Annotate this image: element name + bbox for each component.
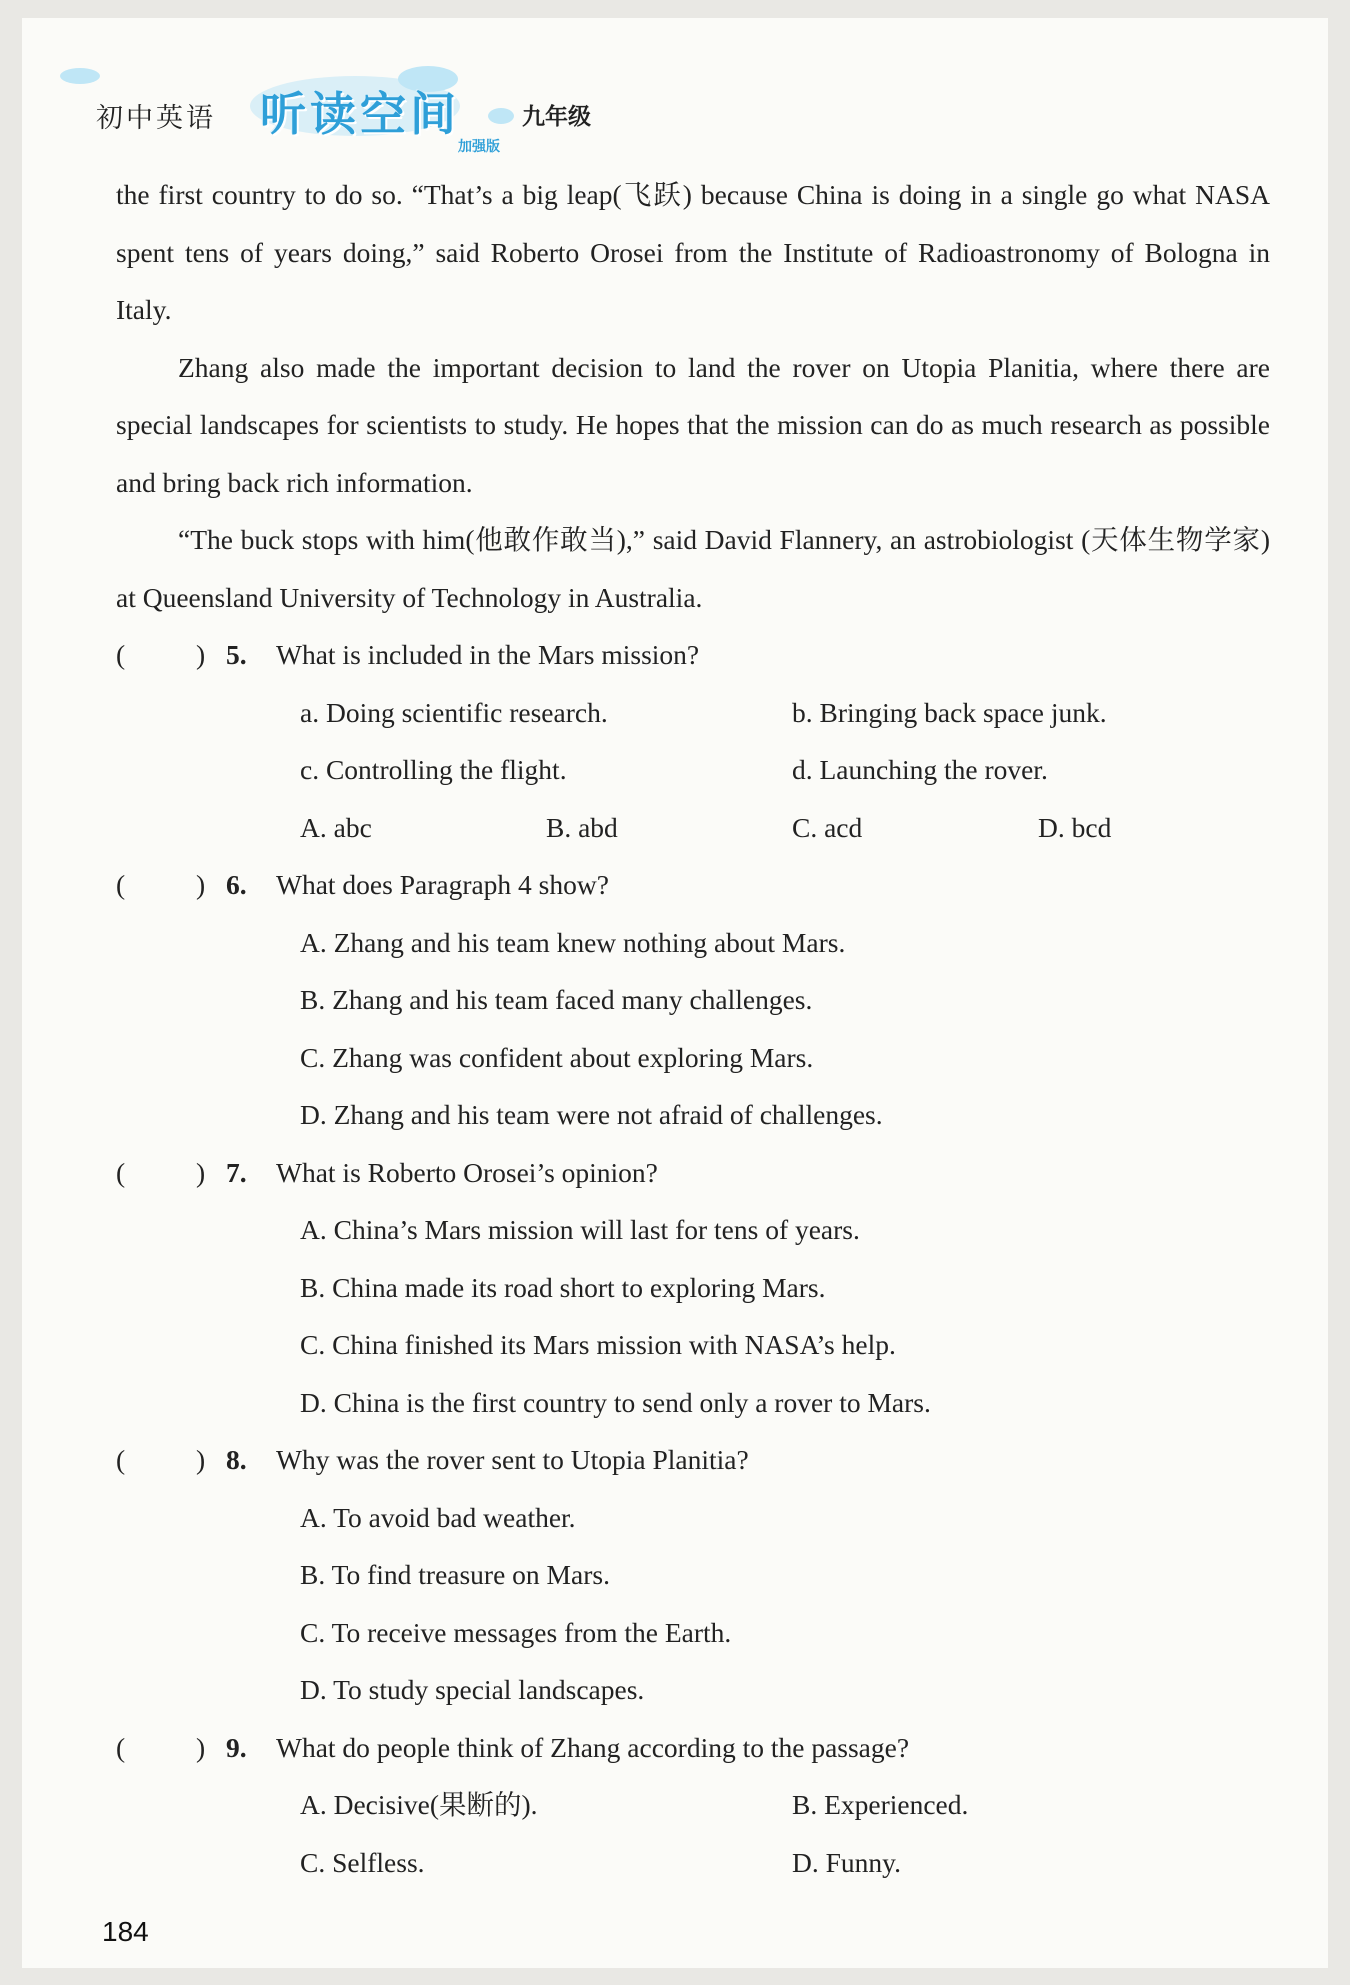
passage-paragraph: “The buck stops with him(他敢作敢当),” said David Flannery, an astrobiologist (天体生物学家) at Queensland University of Technology in Australia. [116, 524, 1270, 613]
answer-option: B. To find treasure on Mars. [300, 1559, 610, 1590]
sub-option: c. Controlling the flight. [300, 754, 567, 785]
answer-option: D. Funny. [792, 1846, 901, 1878]
sub-option: d. Launching the rover. [792, 754, 1048, 785]
page-content [116, 166, 1270, 1891]
answer-option: B. Experienced. [792, 1789, 969, 1820]
page-header [70, 54, 670, 155]
question-8 [116, 1431, 1270, 1719]
answer-blank-open: ( [116, 1731, 126, 1763]
cloud-decoration [60, 68, 100, 84]
question-9 [116, 1719, 1270, 1892]
passage-paragraph: Zhang also made the important decision to land the rover on Utopia Planitia, where there are special landscapes for scientists to study. He hopes that the mission can do as much research as possible and bring back rich information. [116, 351, 1270, 498]
question-stem: What is included in the Mars mission? [276, 639, 700, 670]
passage-paragraph: the first country to do so. “That’s a big leap(飞跃) because China is doing in a single go what NASA spent tens of years doing,” said Roberto Orosei from the Institute of Radioastronomy of Bologna in Italy. [116, 179, 1270, 325]
series-title: 初中英语 [96, 103, 216, 134]
answer-option: B. abd [546, 811, 618, 843]
page-number: 184 [102, 1916, 149, 1947]
grade-label: 九年级 [522, 104, 591, 130]
answer-blank-close: ) [196, 869, 206, 900]
answer-option: A. Zhang and his team knew nothing about Mars. [300, 926, 846, 958]
edition-label: 加强版 [458, 139, 500, 155]
answer-blank-close: ) [196, 1731, 206, 1763]
page [22, 18, 1328, 1968]
answer-blank-close: ) [196, 1444, 206, 1475]
question-6 [116, 856, 1270, 1144]
question-stem: What does Paragraph 4 show? [276, 869, 609, 900]
answer-blank-close: ) [196, 1156, 206, 1188]
answer-blank-open: ( [116, 1156, 126, 1188]
question-stem: What do people think of Zhang according to the passage? [276, 1731, 910, 1763]
answer-option: C. Zhang was confident about exploring Mars. [300, 1041, 814, 1073]
answer-blank-open: ( [116, 1444, 126, 1475]
answer-blank-open: ( [116, 869, 126, 900]
answer-option: A. abc [300, 811, 372, 843]
answer-option: C. acd [792, 811, 863, 843]
question-5 [116, 626, 1270, 856]
question-stem: What is Roberto Orosei’s opinion? [276, 1156, 658, 1188]
answer-blank-open: ( [116, 639, 126, 670]
question-number: 5. [226, 639, 247, 670]
answer-option: C. To receive messages from the Earth. [300, 1616, 732, 1648]
sub-option: b. Bringing back space junk. [792, 696, 1107, 728]
answer-option: B. China made its road short to exploring Mars. [300, 1271, 826, 1303]
answer-blank-close: ) [196, 639, 206, 670]
question-number: 9. [226, 1731, 247, 1763]
brand-logo: 听读空间 [260, 87, 460, 141]
answer-option: D. China is the first country to send only a rover to Mars. [300, 1386, 931, 1418]
answer-option: C. China finished its Mars mission with NASA’s help. [300, 1329, 896, 1360]
question-number: 8. [226, 1444, 247, 1475]
question-number: 6. [226, 869, 247, 900]
grade-cloud-decoration [488, 108, 514, 124]
answer-option: A. China’s Mars mission will last for tens of years. [300, 1214, 860, 1245]
question-7 [116, 1144, 1270, 1432]
answer-option: D. Zhang and his team were not afraid of challenges. [300, 1099, 883, 1130]
question-stem: Why was the rover sent to Utopia Planitia? [276, 1444, 749, 1475]
question-number: 7. [226, 1156, 247, 1188]
sub-option: a. Doing scientific research. [300, 696, 608, 728]
answer-option: B. Zhang and his team faced many challenges. [300, 984, 813, 1015]
answer-option: A. Decisive(果断的). [300, 1789, 538, 1820]
answer-option: C. Selfless. [300, 1846, 425, 1878]
answer-option: A. To avoid bad weather. [300, 1501, 576, 1533]
answer-option: D. To study special landscapes. [300, 1674, 645, 1705]
answer-option: D. bcd [1038, 811, 1112, 843]
